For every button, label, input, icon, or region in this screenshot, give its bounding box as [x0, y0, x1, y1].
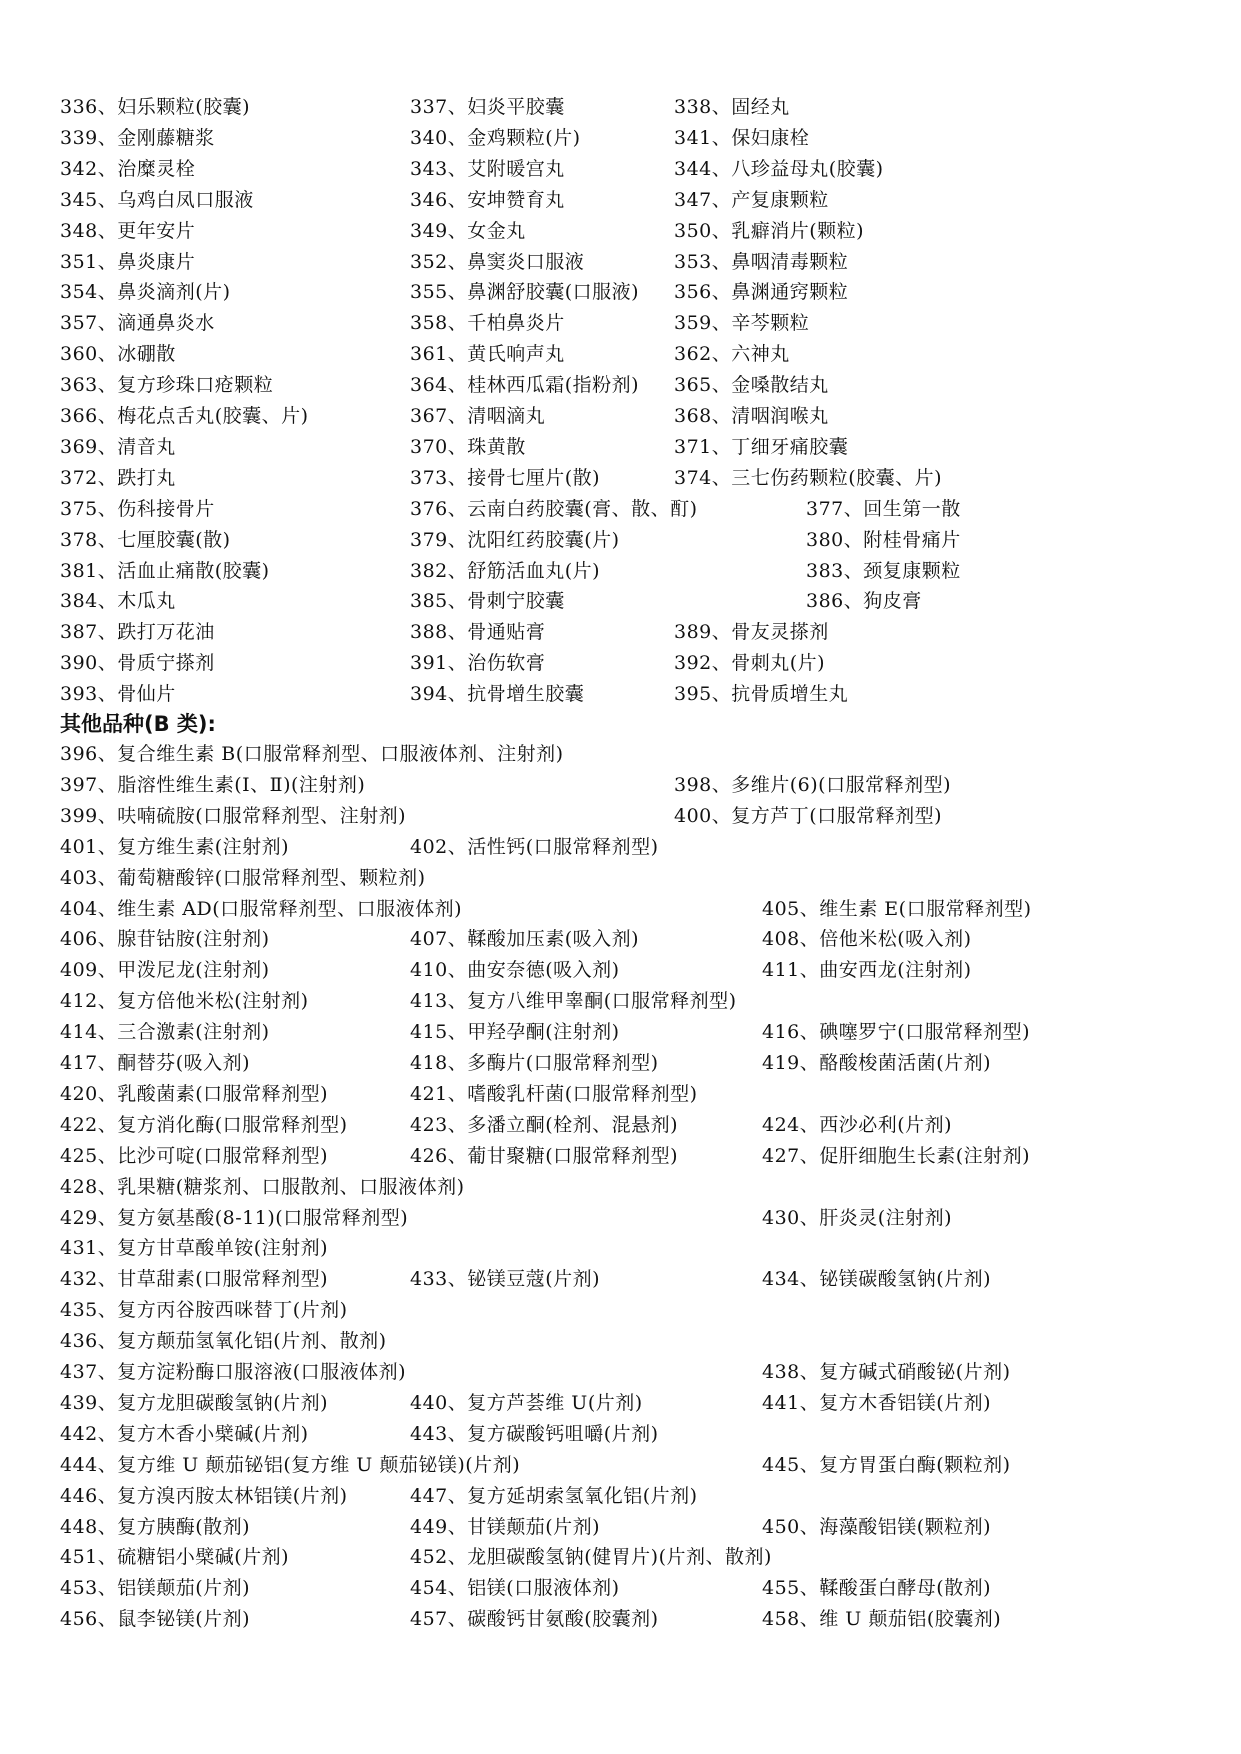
list-row — [0, 620, 1241, 651]
list-item: 450、海藻酸铝镁(颗粒剂) — [762, 1515, 992, 1538]
list-row — [0, 280, 1241, 311]
list-item: 403、葡萄糖酸锌(口服常释剂型、颗粒剂) — [60, 866, 426, 889]
list-row — [0, 311, 1241, 342]
list-item: 337、妇炎平胶囊 — [410, 96, 565, 118]
list-item: 437、复方淀粉酶口服溶液(口服液体剂) — [60, 1361, 407, 1383]
list-item: 392、骨刺丸(片) — [674, 652, 826, 675]
list-row — [0, 1051, 1241, 1082]
list-row — [0, 1422, 1241, 1453]
list-item: 398、多维片(6)(口服常释剂型) — [674, 773, 952, 796]
list-row — [0, 1453, 1241, 1484]
list-item: 455、鞣酸蛋白酵母(散剂) — [762, 1577, 992, 1600]
list-item: 420、乳酸菌素(口服常释剂型) — [60, 1082, 329, 1105]
list-item: 411、曲安西龙(注射剂) — [762, 959, 972, 982]
list-item: 457、碳酸钙甘氨酸(胶囊剂) — [410, 1608, 659, 1631]
list-item: 350、乳癖消片(颗粒) — [674, 219, 865, 242]
list-item: 401、复方维生素(注射剂) — [60, 835, 290, 858]
list-item: 436、复方颠茄氢氧化铝(片剂、散剂) — [60, 1330, 387, 1353]
list-row — [0, 435, 1241, 466]
list-item: 338、固经丸 — [674, 96, 790, 118]
list-item: 454、铝镁(口服液体剂) — [410, 1577, 620, 1600]
list-item: 340、金鸡颗粒(片) — [410, 126, 581, 149]
list-item: 394、抗骨增生胶囊 — [410, 683, 585, 706]
list-row — [0, 1545, 1241, 1576]
list-item: 386、狗皮膏 — [806, 590, 922, 613]
list-item: 410、曲安奈德(吸入剂) — [410, 959, 620, 982]
list-item: 351、鼻炎康片 — [60, 250, 196, 273]
list-item: 412、复方倍他米松(注射剂) — [60, 990, 309, 1013]
list-item: 451、硫糖铝小檗碱(片剂) — [60, 1546, 290, 1569]
list-row — [0, 1267, 1241, 1298]
list-row — [0, 1113, 1241, 1144]
list-item: 369、清音丸 — [60, 435, 176, 458]
list-item: 406、腺苷钴胺(注射剂) — [60, 928, 270, 951]
list-item: 354、鼻炎滴剂(片) — [60, 281, 231, 304]
list-item: 346、安坤赞育丸 — [410, 188, 565, 211]
list-item: 353、鼻咽清毒颗粒 — [674, 250, 849, 273]
list-row — [0, 1175, 1241, 1206]
list-row — [0, 342, 1241, 373]
list-item: 408、倍他米松(吸入剂) — [762, 928, 972, 951]
list-item: 413、复方八维甲睾酮(口服常释剂型) — [410, 990, 737, 1013]
list-item: 376、云南白药胶囊(膏、散、酊) — [410, 497, 698, 520]
list-row — [0, 1329, 1241, 1360]
list-row — [0, 157, 1241, 188]
list-row — [0, 651, 1241, 682]
list-item: 435、复方丙谷胺西咪替丁(片剂) — [60, 1299, 348, 1322]
list-row — [0, 773, 1241, 804]
list-item: 402、活性钙(口服常释剂型) — [410, 835, 659, 858]
list-item: 372、跌打丸 — [60, 466, 176, 489]
list-item: 374、三七伤药颗粒(胶囊、片) — [674, 466, 943, 489]
list-item: 362、六神丸 — [674, 343, 790, 366]
list-item: 379、沈阳红药胶囊(片) — [410, 528, 620, 551]
list-item: 426、葡甘聚糖(口服常释剂型) — [410, 1144, 679, 1167]
list-row — [0, 866, 1241, 897]
list-item: 396、复合维生素 B(口服常释剂型、口服液体剂、注射剂) — [60, 743, 564, 765]
list-item: 397、脂溶性维生素(Ⅰ、Ⅱ)(注射剂) — [60, 773, 366, 796]
list-item: 434、铋镁碳酸氢钠(片剂) — [762, 1268, 992, 1291]
list-item: 393、骨仙片 — [60, 683, 176, 706]
list-item: 364、桂林西瓜霜(指粉剂) — [410, 374, 640, 397]
list-row — [0, 1576, 1241, 1607]
list-item: 359、辛芩颗粒 — [674, 312, 810, 335]
list-row — [0, 250, 1241, 281]
list-item: 341、保妇康栓 — [674, 126, 810, 149]
list-item: 368、清咽润喉丸 — [674, 405, 829, 427]
list-item: 418、多酶片(口服常释剂型) — [410, 1052, 659, 1074]
list-item: 388、骨通贴膏 — [410, 621, 546, 644]
list-item: 342、治糜灵栓 — [60, 157, 196, 180]
list-item: 387、跌打万花油 — [60, 621, 215, 644]
list-item: 358、千柏鼻炎片 — [410, 312, 565, 335]
list-row — [0, 188, 1241, 219]
list-item: 404、维生素 AD(口服常释剂型、口服液体剂) — [60, 897, 463, 920]
list-item: 399、呋喃硫胺(口服常释剂型、注射剂) — [60, 804, 407, 827]
list-item: 405、维生素 E(口服常释剂型) — [762, 897, 1032, 920]
list-item: 430、肝炎灵(注射剂) — [762, 1206, 953, 1229]
list-item: 428、乳果糖(糖浆剂、口服散剂、口服液体剂) — [60, 1175, 465, 1198]
list-item: 429、复方氨基酸(8-11)(口服常释剂型) — [60, 1206, 409, 1229]
list-item: 378、七厘胶囊(散) — [60, 528, 231, 551]
list-row — [0, 958, 1241, 989]
list-item: 431、复方甘草酸单铵(注射剂) — [60, 1237, 329, 1260]
list-item: 371、丁细牙痛胶囊 — [674, 435, 849, 458]
list-row — [0, 682, 1241, 713]
list-item: 357、滴通鼻炎水 — [60, 312, 215, 335]
list-item: 383、颈复康颗粒 — [806, 559, 961, 582]
list-item: 381、活血止痛散(胶囊) — [60, 559, 270, 582]
list-item: 360、冰硼散 — [60, 343, 176, 366]
list-item: 432、甘草甜素(口服常释剂型) — [60, 1268, 329, 1291]
list-item: 377、回生第一散 — [806, 497, 961, 520]
list-item: 442、复方木香小檗碱(片剂) — [60, 1422, 309, 1445]
list-item: 344、八珍益母丸(胶囊) — [674, 157, 884, 180]
list-item: 440、复方芦荟维 U(片剂) — [410, 1391, 643, 1414]
list-item: 389、骨友灵搽剂 — [674, 621, 829, 644]
list-item: 416、碘噻罗宁(口服常释剂型) — [762, 1021, 1031, 1044]
list-item: 366、梅花点舌丸(胶囊、片) — [60, 405, 309, 427]
list-item: 438、复方碱式硝酸铋(片剂) — [762, 1361, 1011, 1383]
list-item: 441、复方木香铝镁(片剂) — [762, 1391, 992, 1414]
list-item: 339、金刚藤糖浆 — [60, 126, 215, 149]
list-item: 423、多潘立酮(栓剂、混悬剂) — [410, 1113, 679, 1136]
list-item: 395、抗骨质增生丸 — [674, 683, 849, 706]
list-item: 443、复方碳酸钙咀嚼(片剂) — [410, 1422, 659, 1445]
list-row — [0, 589, 1241, 620]
list-row — [0, 1391, 1241, 1422]
list-row — [0, 1144, 1241, 1175]
list-row — [0, 1484, 1241, 1515]
list-item: 444、复方维 U 颠茄铋铝(复方维 U 颠茄铋镁)(片剂) — [60, 1453, 521, 1476]
list-item: 407、鞣酸加压素(吸入剂) — [410, 928, 640, 951]
list-item: 446、复方溴丙胺太林铝镁(片剂) — [60, 1484, 348, 1507]
list-item: 382、舒筋活血丸(片) — [410, 559, 601, 582]
list-row — [0, 835, 1241, 866]
list-row — [0, 804, 1241, 835]
list-item: 361、黄氏响声丸 — [410, 343, 565, 366]
list-item: 345、乌鸡白凤口服液 — [60, 188, 254, 211]
list-item: 347、产复康颗粒 — [674, 188, 829, 211]
list-item: 373、接骨七厘片(散) — [410, 466, 601, 489]
list-item: 391、治伤软膏 — [410, 652, 546, 675]
list-item: 422、复方消化酶(口服常释剂型) — [60, 1113, 348, 1136]
list-row — [0, 1206, 1241, 1237]
list-item: 449、甘镁颠茄(片剂) — [410, 1515, 601, 1538]
list-item: 375、伤科接骨片 — [60, 497, 215, 520]
list-item: 356、鼻渊通窍颗粒 — [674, 281, 849, 304]
list-row — [0, 897, 1241, 928]
list-item: 421、嗜酸乳杆菌(口服常释剂型) — [410, 1082, 698, 1105]
list-item: 453、铝镁颠茄(片剂) — [60, 1577, 251, 1600]
list-item: 452、龙胆碳酸氢钠(健胃片)(片剂、散剂) — [410, 1546, 772, 1569]
list-item: 355、鼻渊舒胶囊(口服液) — [410, 281, 640, 304]
list-item: 419、酪酸梭菌活菌(片剂) — [762, 1052, 992, 1074]
list-row — [0, 373, 1241, 404]
list-row — [0, 1298, 1241, 1329]
list-item: 400、复方芦丁(口服常释剂型) — [674, 804, 943, 827]
list-item: 380、附桂骨痛片 — [806, 528, 961, 551]
list-item: 427、促肝细胞生长素(注射剂) — [762, 1144, 1031, 1167]
list-row — [0, 1236, 1241, 1267]
list-item: 448、复方胰酶(散剂) — [60, 1515, 251, 1538]
list-row — [0, 466, 1241, 497]
list-row — [0, 404, 1241, 435]
list-row — [0, 742, 1241, 773]
list-item: 445、复方胃蛋白酶(颗粒剂) — [762, 1453, 1011, 1476]
list-row — [0, 497, 1241, 528]
section-heading-b: 其他品种(B 类): — [60, 712, 216, 736]
list-item: 384、木瓜丸 — [60, 590, 176, 613]
list-item: 409、甲泼尼龙(注射剂) — [60, 959, 270, 982]
list-row — [0, 1360, 1241, 1391]
list-item: 390、骨质宁搽剂 — [60, 652, 215, 675]
list-item: 385、骨刺宁胶囊 — [410, 590, 565, 613]
list-item: 425、比沙可啶(口服常释剂型) — [60, 1144, 329, 1167]
list-item: 433、铋镁豆蔻(片剂) — [410, 1268, 601, 1291]
list-row — [0, 126, 1241, 157]
list-row — [0, 1607, 1241, 1638]
list-row — [0, 1082, 1241, 1113]
list-item: 349、女金丸 — [410, 219, 526, 242]
list-item: 343、艾附暖宫丸 — [410, 157, 565, 180]
list-item: 439、复方龙胆碳酸氢钠(片剂) — [60, 1391, 329, 1414]
list-row — [0, 927, 1241, 958]
list-row — [0, 95, 1241, 126]
list-row — [0, 528, 1241, 559]
list-item: 414、三合激素(注射剂) — [60, 1021, 270, 1044]
list-row — [0, 559, 1241, 590]
list-row — [0, 219, 1241, 250]
list-item: 370、珠黄散 — [410, 435, 526, 458]
list-row — [0, 1515, 1241, 1546]
list-item: 363、复方珍珠口疮颗粒 — [60, 374, 274, 397]
list-item: 415、甲羟孕酮(注射剂) — [410, 1021, 620, 1044]
list-item: 447、复方延胡索氢氧化铝(片剂) — [410, 1484, 698, 1507]
list-item: 424、西沙必利(片剂) — [762, 1113, 953, 1136]
list-item: 367、清咽滴丸 — [410, 405, 546, 427]
list-item: 458、维 U 颠茄铝(胶囊剂) — [762, 1608, 1002, 1631]
list-item: 336、妇乐颗粒(胶囊) — [60, 96, 251, 118]
list-item: 348、更年安片 — [60, 219, 196, 242]
list-item: 352、鼻窦炎口服液 — [410, 250, 585, 273]
list-item: 365、金嗓散结丸 — [674, 374, 829, 397]
list-item: 456、鼠李铋镁(片剂) — [60, 1608, 251, 1631]
list-row — [0, 989, 1241, 1020]
list-row — [0, 1020, 1241, 1051]
list-item: 417、酮替芬(吸入剂) — [60, 1052, 251, 1074]
